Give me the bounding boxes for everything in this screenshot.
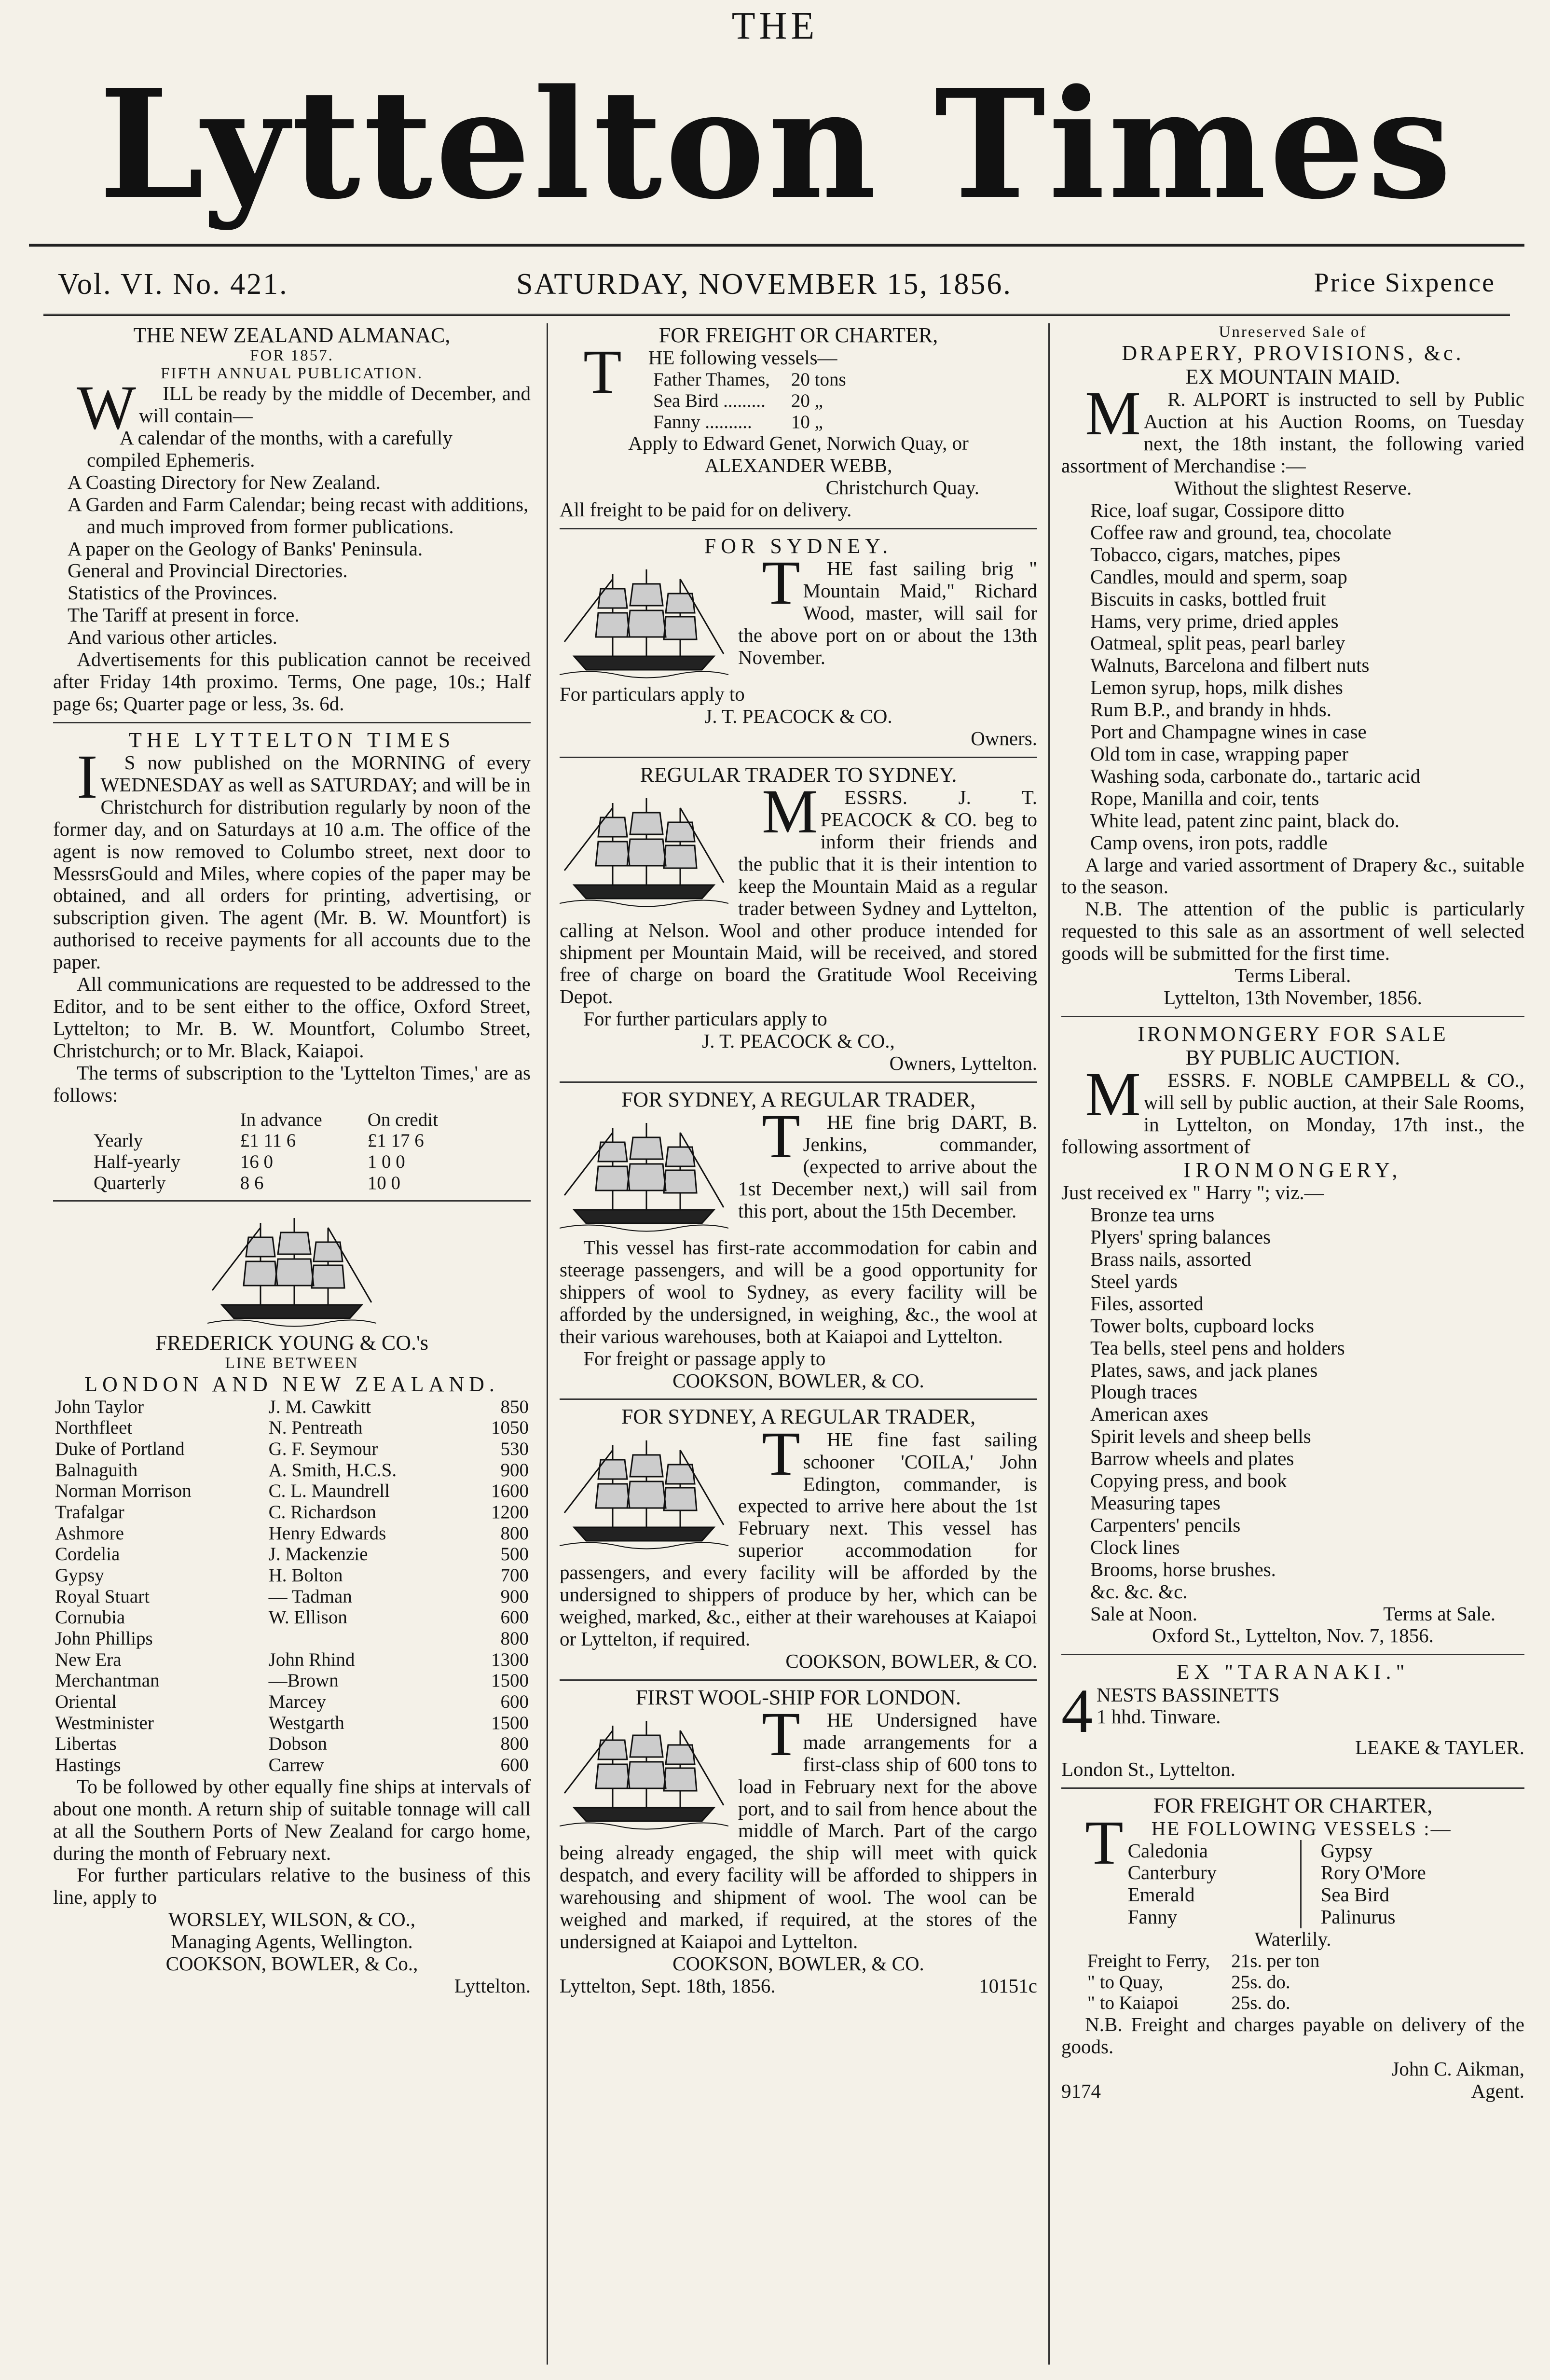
ship-icon [560,560,728,680]
list-item: Old tom in case, wrapping paper [1090,742,1349,765]
list-item: Oatmeal, split peas, pearl barley [1090,632,1345,654]
ad-body: 1 hhd. Tinware. [1097,1705,1221,1728]
list-item: A Garden and Farm Calendar; being recast with additions, and much improved from former publications. [68,493,529,538]
table-row [53,1502,531,1523]
ad-signature: J. T. PEACOCK & CO., [702,1030,895,1052]
drapery-sale-ad [1061,323,1524,1009]
ad-signature: COOKSON, BOWLER, & CO. [672,1369,924,1392]
ad-body: MESSRS. J. T. PEACOCK & CO. beg to inform their friends and the public that it is their intention to keep the Mountain Maid as a regular trader between Sydney and Lyttelton, calling at Nelson. Wool and other produce intended for shipment per Mountain Maid, will be received, and stored free of charge on board the Gratitude Wool Receiving Depot. [560,777,1037,1008]
young-line-ad [53,1200,531,1997]
table-cell: N. Pentreath [268,1417,363,1439]
table-cell [267,1628,467,1649]
ad-heading: THE LYTTELTON TIMES [128,728,455,752]
table-cell: 25s. do. [1231,1993,1290,2014]
ad-body: THE fine fast sailing schooner 'COILA,' John Edington, commander, is expected to arrive here about the 1st February next. This vessel has superior accommodation for passengers, and every facility will be afforded by the undersigned to shippers of produce by her, which can be weighed, marked, &c., either at their warehouses at Kaiapoi or Lyttelton, if required. [560,1419,1037,1650]
table-row [92,1173,440,1194]
table-row [53,1586,531,1607]
masthead-title: Lyttelton Times [99,57,1454,233]
table-row [53,1607,531,1628]
ad-signature: COOKSON, BOWLER, & CO. [672,1952,924,1975]
ad-body: MESSRS. F. NOBLE CAMPBELL & CO., will sell by public auction, at their Sale Rooms, in Lyttelton, on Monday, 17th inst., the following assortment of [1061,1060,1524,1158]
table-row [651,369,848,390]
ad-subheading: Unreserved Sale of [1219,323,1367,341]
ad-body: This vessel has first-rate accommodation for cabin and steerage passengers, and will be a good opportunity for shippers of wool to Sydney, as every facility will be afforded by the undersigned, in weighing, &c., the wool at their various warehouses, both at Kaiapoi and Lyttelton. [560,1236,1037,1347]
ad-heading: FOR FREIGHT OR CHARTER, [1153,1794,1433,1818]
table-cell: 1500 [491,1670,529,1691]
list-item: Gypsy [1320,1839,1372,1862]
table-row [53,1523,531,1544]
table-cell: Fanny .......... [653,411,752,432]
ad-body: Apply to Edward Genet, Norwich Quay, or [628,432,969,455]
ad-heading: DRAPERY, PROVISIONS, &c. [1122,341,1464,365]
table-cell: Cordelia [55,1544,120,1565]
ad-heading: REGULAR TRADER TO SYDNEY. [640,762,957,787]
list-item: Emerald [1127,1883,1195,1906]
column-3 [1061,323,1524,2365]
table-row [651,412,848,433]
table-cell: Royal Stuart [55,1586,150,1607]
table-cell: Merchantman [55,1670,160,1691]
table-cell: 25s. do. [1231,1971,1290,1993]
table-cell: 800 [500,1628,529,1649]
regular-trader-ad [560,757,1037,1075]
table-row [92,1151,440,1173]
ad-signature: Terms Liberal. [1235,964,1351,987]
divider [29,244,1524,247]
table-cell: H. Bolton [268,1565,343,1586]
table-cell: C. Richardson [268,1502,376,1523]
ship-icon [207,1208,376,1329]
ship-icon [560,1431,728,1551]
list-item: Brass nails, assorted [1090,1248,1251,1270]
table-cell: Freight to Ferry, [1087,1951,1210,1972]
ad-body: For freight or passage apply to [583,1347,826,1370]
column-rule [547,323,548,2365]
table-cell: A. Smith, H.C.S. [268,1459,397,1481]
dateline [58,268,1495,306]
ad-signature: LEAKE & TAYLER. [1355,1736,1524,1758]
table-cell: Henry Edwards [268,1522,386,1544]
ad-body: N.B. The attention of the public is particularly requested to this sale as an assortment of well selected goods will be submitted for the first time. [1061,898,1524,965]
ad-body: Advertisements for this publication cannot be received after Friday 14th proximo. Terms, One page, 10s.; Half page 6s; Quarter page or less, 3s. 6d. [53,648,531,715]
ad-signature: COOKSON, BOWLER, & CO. [785,1649,1037,1672]
table-row [53,1460,531,1481]
list-item: American axes [1090,1403,1208,1425]
ad-body: N.B. Freight and charges payable on delivery of the goods. [1061,2013,1524,2058]
ad-signature: COOKSON, BOWLER, & Co., [165,1952,418,1975]
column-2 [560,323,1037,2365]
list-item: Tower bolts, cupboard locks [1090,1314,1314,1337]
ad-footer [560,1975,1037,1997]
list-item: &c. &c. &c. [1090,1580,1188,1603]
list-item: Caledonia [1127,1839,1208,1862]
ad-body: Just received ex " Harry "; viz.— [1061,1181,1324,1204]
ad-body: NESTS BASSINETTS [1097,1683,1280,1706]
table-cell: — Tadman [268,1586,352,1607]
ad-body: THE fast sailing brig " Mountain Maid," Richard Wood, master, will sail for the above port on or about the 13th November. [738,548,1037,668]
table-cell: Libertas [55,1733,117,1755]
table-cell: Trafalgar [55,1502,124,1523]
ad-heading: FOR FREIGHT OR CHARTER, [658,323,938,347]
list-item: Sea Bird [1320,1883,1389,1906]
list-item: Biscuits in casks, bottled fruit [1090,587,1326,610]
ad-signature: Owners. [971,727,1037,749]
table-cell: Gypsy [55,1565,104,1586]
ad-body: THE Undersigned have made arrangements for a first-class ship of 600 tons to load in February next for the above port, and to sail from hence about the middle of March. Part of the cargo being already engaged, the ship will meet with quick despatch, and every facility will be afforded to shippers in warehousing and shipment of wool. The wool can be weighed and marked, if required, at the stores of the undersigned at Kaiapoi and Lyttelton. [560,1699,1037,1953]
ad-heading: FOR SYDNEY, A REGULAR TRADER, [621,1405,976,1429]
table-cell: Ashmore [55,1522,124,1544]
table-cell: 800 [500,1733,529,1755]
vessel-table [651,369,848,432]
list-item: Steel yards [1090,1270,1178,1292]
ad-heading: EX MOUNTAIN MAID. [1185,365,1400,389]
ad-code: 9174 [1061,2079,1101,2102]
table-cell: Cornubia [55,1607,125,1628]
table-row [1085,1993,1321,2014]
almanac-ad [53,323,531,715]
table-cell: Oriental [55,1691,117,1713]
taranaki-ad [1061,1654,1524,1781]
table-cell: 10 „ [791,411,823,432]
table-cell: Norman Morrison [55,1481,192,1502]
table-cell: 600 [500,1607,529,1628]
ad-body: WILL be ready by the middle of December, and will contain— [77,373,531,443]
table-cell: Sea Bird ......... [653,390,766,411]
list-item: Rice, loaf sugar, Cossipore ditto [1090,499,1344,522]
list-item: Files, assorted [1090,1292,1204,1315]
subscription-table [92,1109,440,1194]
table-cell: John Rhind [268,1649,355,1670]
coila-ad [560,1398,1037,1672]
table-cell: 850 [500,1396,529,1417]
table-cell: Carrew [268,1755,324,1776]
freight-ad [560,323,1037,521]
table-cell: Duke of Portland [55,1439,185,1460]
list-item: Port and Champagne wines in case [1090,720,1367,743]
ad-subheading: Without the slightest Reserve. [1174,477,1412,499]
table-cell: 21s. per ton [1231,1951,1320,1972]
ad-signature: Sale at Noon. [1090,1602,1198,1625]
table-cell: Half-yearly [94,1151,180,1172]
list-item: Statistics of the Provinces. [68,581,278,604]
table-row [53,1649,531,1671]
ad-signature: Lyttelton, 13th November, 1856. [1164,986,1422,1009]
table-cell: £1 17 6 [367,1130,424,1151]
table-cell: Marcey [268,1691,326,1713]
ad-body: IS now published on the MORNING of every WEDNESDAY as well as SATURDAY; and will be in Christchurch for distribution regularly by noon of the former day, and on Saturdays at 10 a.m. The office of the agent is now removed to Columbo street, next door to MessrsGould and Miles, where copies of the paper may be obtained, and all orders for printing, advertising, or subscription given. The agent (Mr. B. W. Mountfort) is authorised to receive payments for all accounts due to the paper. [53,742,531,973]
ad-signature: Owners, Lyttelton. [889,1052,1037,1074]
table-cell: Hastings [55,1755,121,1776]
table-cell: 900 [500,1459,529,1481]
list-item: The Tariff at present in force. [68,604,300,626]
table-row [53,1565,531,1586]
ad-body: A large and varied assortment of Drapery &c., suitable to the season. [1061,853,1524,898]
quantity-numeral: 4 [1061,1676,1093,1746]
list-item: Tea bells, steel pens and holders [1090,1336,1345,1359]
ad-heading: FOR SYDNEY, A REGULAR TRADER, [621,1087,976,1111]
list-item: Lemon syrup, hops, milk dishes [1090,676,1343,699]
list-item: Clock lines [1090,1536,1180,1558]
table-header [92,1109,182,1131]
list-item: Rope, Manilla and coir, tents [1090,787,1319,809]
table-cell: Westgarth [268,1712,344,1733]
ad-footer [1061,2080,1524,2103]
table-cell: 16 0 [240,1151,273,1172]
ad-body: MR. ALPORT is instructed to sell by Public Auction at his Auction Rooms, on Tuesday next, the 18th instant, the following varied assortment of Merchandise :— [1061,379,1524,477]
ad-body: THE FOLLOWING VESSELS :— [1085,1808,1452,1878]
table-cell: J. M. Cawkitt [268,1396,371,1417]
table-cell: 8 6 [240,1172,264,1193]
table-row [53,1481,531,1502]
table-cell: New Era [55,1649,122,1670]
table-cell: Northfleet [55,1417,133,1439]
list-item: A paper on the Geology of Banks' Peninsula. [68,537,423,560]
ship-icon [560,789,728,909]
table-row [1085,1972,1321,1993]
list-item: Canterbury [1127,1861,1217,1884]
list-item: Barrow wheels and plates [1090,1447,1294,1470]
list-item: Carpenters' pencils [1090,1513,1241,1536]
issue-date: SATURDAY, NOVEMBER 15, 1856. [516,268,1012,301]
ad-signature: Lyttelton. [454,1974,531,1997]
table-row [1085,1951,1321,1972]
list-item: Plyers' spring balances [1090,1226,1271,1248]
ad-body: For further particulars relative to the business of this line, apply to [53,1864,531,1909]
ad-heading: IRONMONGERY, [1183,1158,1402,1182]
ad-body: The terms of subscription to the 'Lyttelton Times,' are as follows: [53,1061,531,1106]
table-cell: Father Thames, [653,369,770,390]
table-cell: —Brown [268,1670,339,1691]
ad-signature: WORSLEY, WILSON, & CO., [168,1908,416,1931]
ad-heading: EX "TARANAKI." [1176,1660,1410,1684]
table-row [53,1670,531,1691]
table-cell: 600 [500,1755,529,1776]
times-notice [53,722,531,1193]
ad-body: All freight to be paid for on delivery. [560,498,852,521]
table-cell: C. L. Maundrell [268,1481,390,1502]
table-cell: Westminister [55,1712,154,1733]
freight-rates-table [1085,1951,1321,2014]
table-row [53,1544,531,1565]
ad-heading: IRONMONGERY FOR SALE [1138,1022,1448,1046]
list-item: Candles, mould and sperm, soap [1090,565,1347,588]
table-cell: 1300 [491,1649,529,1670]
table-row [53,1439,531,1460]
list-item: Walnuts, Barcelona and filbert nuts [1090,654,1370,677]
ad-signature: ALEXANDER WEBB, [704,454,892,477]
list-item: Plates, saws, and jack planes [1090,1358,1318,1381]
masthead-the: THE [731,5,819,47]
table-cell: 800 [500,1522,529,1544]
table-cell: 1050 [491,1417,529,1439]
list-item: General and Provincial Directories. [68,559,348,582]
table-row [92,1130,440,1151]
table-cell: 1500 [491,1712,529,1733]
table-header: In advance [240,1109,322,1130]
ad-heading: BY PUBLIC AUCTION. [1185,1046,1400,1070]
ship-icon [560,1711,728,1832]
vessel-list [1128,1840,1524,1929]
issue-price: Price Sixpence [1314,268,1495,298]
ad-body: THE fine brig DART, B. Jenkins, commander, (expected to arrive about the 1st December next,) will sail from this port, about the 15th December. [738,1102,1037,1222]
list-item: And various other articles. [68,626,277,649]
ad-heading: FOR SYDNEY. [704,534,893,558]
ad-body: For particulars apply to [560,683,745,706]
column-1 [53,323,531,2365]
sydney-ad [560,528,1037,750]
table-cell: " to Kaiapoi [1087,1993,1179,2014]
ad-footer [1061,1603,1524,1625]
table-cell: J. Mackenzie [268,1544,368,1565]
table-cell: John Phillips [55,1628,153,1649]
ad-signature: London St., Lyttelton. [1061,1758,1236,1781]
ironmongery-ad [1061,1016,1524,1647]
list-item: Tobacco, cigars, matches, pipes [1090,543,1341,566]
column-rule [1048,323,1050,2365]
ship-icon [560,1113,728,1234]
ad-subheading: LINE BETWEEN [225,1355,359,1372]
table-cell: 20 tons [791,369,846,390]
ship-table [53,1397,531,1776]
table-cell: 1200 [491,1502,529,1523]
list-item: Spirit levels and sheep bells [1090,1425,1311,1448]
list-item: White lead, patent zinc paint, black do. [1090,809,1399,831]
ad-heading: FREDERICK YOUNG & CO.'s [155,1331,429,1355]
list-item: Measuring tapes [1090,1491,1221,1514]
ad-signature: Agent. [1471,2079,1524,2102]
list-item: Rum B.P., and brandy in hhds. [1090,698,1331,721]
volume-number: Vol. VI. No. 421. [58,268,288,301]
table-row [53,1733,531,1755]
ad-subheading: FOR 1857. [250,347,334,365]
table-cell: 20 „ [791,390,823,411]
ad-signature: Managing Agents, Wellington. [171,1930,413,1953]
vessel-column [1128,1840,1302,1929]
table-row [53,1755,531,1776]
ad-signature: Christchurch Quay. [825,476,979,498]
table-row [651,390,848,412]
table-cell: " to Quay, [1087,1971,1164,1993]
table-cell: 1600 [491,1481,529,1502]
table-row [53,1713,531,1734]
table-cell: 1 0 0 [367,1151,405,1172]
list-item: Copying press, and book [1090,1469,1287,1492]
table-row [53,1628,531,1649]
table-row [53,1397,531,1418]
list-item: Plough traces [1090,1381,1198,1403]
table-cell: 600 [500,1691,529,1713]
list-item: Washing soda, carbonate do., tartaric acid [1090,764,1421,787]
table-cell: Quarterly [94,1172,166,1193]
table-cell: 900 [500,1586,529,1607]
table-row [53,1417,531,1439]
table-cell: 500 [500,1544,529,1565]
list-item: Palinurus [1320,1906,1396,1928]
ad-signature: J. T. PEACOCK & CO. [704,705,892,727]
list-item: Bronze tea urns [1090,1204,1215,1226]
list-item: A Coasting Directory for New Zealand. [68,470,381,493]
table-cell: Yearly [94,1130,143,1151]
ad-body: To be followed by other equally fine ships at intervals of about one month. A return ship of suitable tonnage will call at all the Southern Ports of New Zealand for cargo home, during the month of February next. [53,1775,531,1864]
wool-ship-ad [560,1679,1037,1997]
list-item: Coffee raw and ground, tea, chocolate [1090,521,1392,543]
table-row [53,1691,531,1713]
list-item: A calendar of the months, with a carefully compiled Ephemeris. [87,426,453,471]
vessel-column [1302,1840,1426,1929]
divider [43,314,1510,316]
ad-subheading: FIFTH ANNUAL PUBLICATION. [160,365,424,383]
table-cell: 530 [500,1439,529,1460]
list-item: Brooms, horse brushes. [1090,1558,1276,1580]
ad-body: THE following vessels— [583,337,837,407]
list-item: Hams, very prime, dried apples [1090,609,1339,632]
list-item: Rory O'More [1320,1861,1426,1884]
table-row [92,1109,440,1131]
ad-body: For further particulars apply to [583,1008,827,1030]
ad-signature: Lyttelton, Sept. 18th, 1856. [560,1974,776,1997]
dart-ad [560,1081,1037,1392]
ad-code: 10151c [979,1974,1037,1997]
ad-signature: Terms at Sale. [1383,1602,1495,1625]
ad-signature: Oxford St., Lyttelton, Nov. 7, 1856. [1152,1624,1434,1647]
table-cell: John Taylor [55,1396,144,1417]
ad-signature: John C. Aikman, [1391,2057,1524,2080]
table-cell: Dobson [268,1733,327,1755]
ad-heading: FIRST WOOL-SHIP FOR LONDON. [636,1685,961,1709]
table-cell: £1 11 6 [240,1130,296,1151]
table-cell: 10 0 [367,1172,400,1193]
ad-body: All communications are requested to be addressed to the Editor, and to be sent either to the office, Oxford Street, Lyttelton; to Mr. B. W. Mountfort, Columbo Street, Christchurch; or to Mr. Black, Kaiapoi. [53,973,531,1062]
list-item: Camp ovens, iron pots, raddle [1090,831,1328,854]
table-cell: Balnaguith [55,1459,138,1481]
table-header: On credit [367,1109,438,1130]
charter-ad [1061,1787,1524,2102]
table-cell: W. Ellison [268,1607,347,1628]
list-item: Fanny [1127,1906,1178,1928]
table-cell: 700 [500,1565,529,1586]
ad-heading: THE NEW ZEALAND ALMANAC, [133,323,451,347]
table-cell: G. F. Seymour [268,1439,378,1460]
ad-heading: LONDON AND NEW ZEALAND. [84,1372,499,1397]
list-item: Waterlily. [1254,1928,1331,1951]
